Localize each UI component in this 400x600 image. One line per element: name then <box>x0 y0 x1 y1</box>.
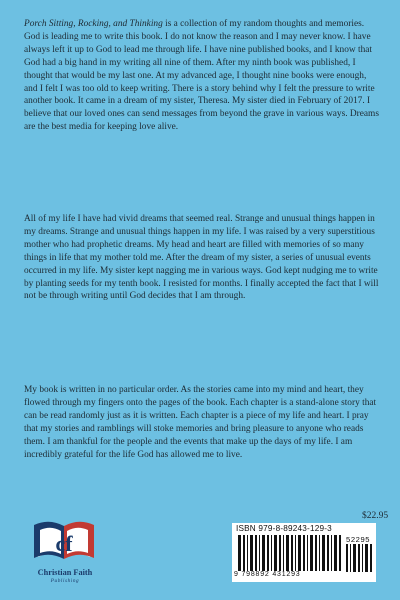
paragraph-1-text: is a collection of my random thoughts and memories. God is leading me to write this book. I do not know the reason and I may never know. I have always left it up to God to lead me through life. I have nine published books, and I know that God had a big hand in my writing all nine of them. After my ninth book was published, I thought that would be my last one. At my advanced age, I thought nine books were enough, and I felt I was too old to keep writing. There is a story behind why I felt the pressure to write another book. It came in a dream of my sister, Theresa. My sister died in February of 2017. I believe that our loved ones can send messages from beyond the grave in various ways. Dreams are the best media for keeping love alive. <box>24 19 379 133</box>
addon-number: 52295 <box>346 535 371 544</box>
barcode-bar <box>358 544 360 572</box>
barcode-bar <box>322 535 325 571</box>
barcode-bar <box>243 535 245 571</box>
barcode-bar <box>350 544 351 572</box>
logo-letters: cf <box>55 531 73 556</box>
price-label: $22.95 <box>362 511 389 521</box>
barcode-bar <box>353 544 356 572</box>
isbn-barcode <box>232 523 376 582</box>
addon-barcode-bars <box>346 544 374 572</box>
barcode-bar <box>334 535 337 571</box>
barcode-bar <box>267 535 269 571</box>
isbn-text: ISBN 979-8-89243-129-3 <box>236 524 332 533</box>
barcode-bar <box>298 535 301 571</box>
publisher-logo <box>30 513 98 569</box>
barcode-bar <box>271 535 272 571</box>
barcode-bar <box>370 544 372 572</box>
barcode-bar <box>315 535 317 571</box>
barcode-bar <box>339 535 341 571</box>
barcode-bar <box>255 535 257 571</box>
description-paragraph-3: My book is written in no particular order. As the stories came into my mind and heart, they flowed through my fingers onto the pages of the book. Each chapter is a stand-alone story that can be read randomly just as it is written. Each chapter is a piece of my life and heart. I pray that my stories and ramblings will stoke memories and bring pleasure to anyone who reads them. I am thankful for the people and the events that make up the days of my life. I am incredibly grateful for the life God has allowed me to live. <box>24 385 377 460</box>
publisher-name: Christian Faith <box>37 568 93 577</box>
barcode-bar <box>365 544 368 572</box>
barcode-bar <box>295 535 296 571</box>
barcode-bar <box>274 535 277 571</box>
barcode-bar <box>247 535 248 571</box>
barcode-bar <box>310 535 313 571</box>
barcode-bar <box>283 535 284 571</box>
barcode-bar <box>250 535 253 571</box>
barcode-bar <box>327 535 329 571</box>
barcode-bar <box>319 535 320 571</box>
publisher-tagline: Publishing <box>50 578 80 584</box>
barcode-bar <box>262 535 265 571</box>
barcode-bar <box>331 535 332 571</box>
barcode-bar <box>346 544 348 572</box>
description-paragraph-2: All of my life I have had vivid dreams that seemed real. Strange and unusual things happen in my dreams. Strange and unusual things happen in my life. I was raised by a very superstitious mother who had prophetic dreams. My head and heart are filled with memories of so many things in life that my mother told me. After the dream of my sister, a series of unusual events occurred in my life. My sister kept nagging me in various ways. God kept nudging me to write by planting seeds for my tenth book. I resisted for months. I finally accepted the fact that I will not be through writing until God decides that I am through. <box>24 214 379 302</box>
ean-barcode-bars <box>238 535 342 571</box>
barcode-bar <box>291 535 293 571</box>
barcode-bar <box>238 535 241 571</box>
barcode-bar <box>286 535 289 571</box>
barcode-bar <box>307 535 308 571</box>
barcode-bar <box>362 544 363 572</box>
barcode-bar <box>259 535 260 571</box>
book-title-italic: Porch Sitting, Rocking, and Thinking <box>24 19 163 29</box>
barcode-bar <box>279 535 281 571</box>
barcode-bar <box>303 535 305 571</box>
barcode-digits: 9 798892 431293 <box>234 571 301 578</box>
description-paragraph-1 <box>24 18 380 134</box>
